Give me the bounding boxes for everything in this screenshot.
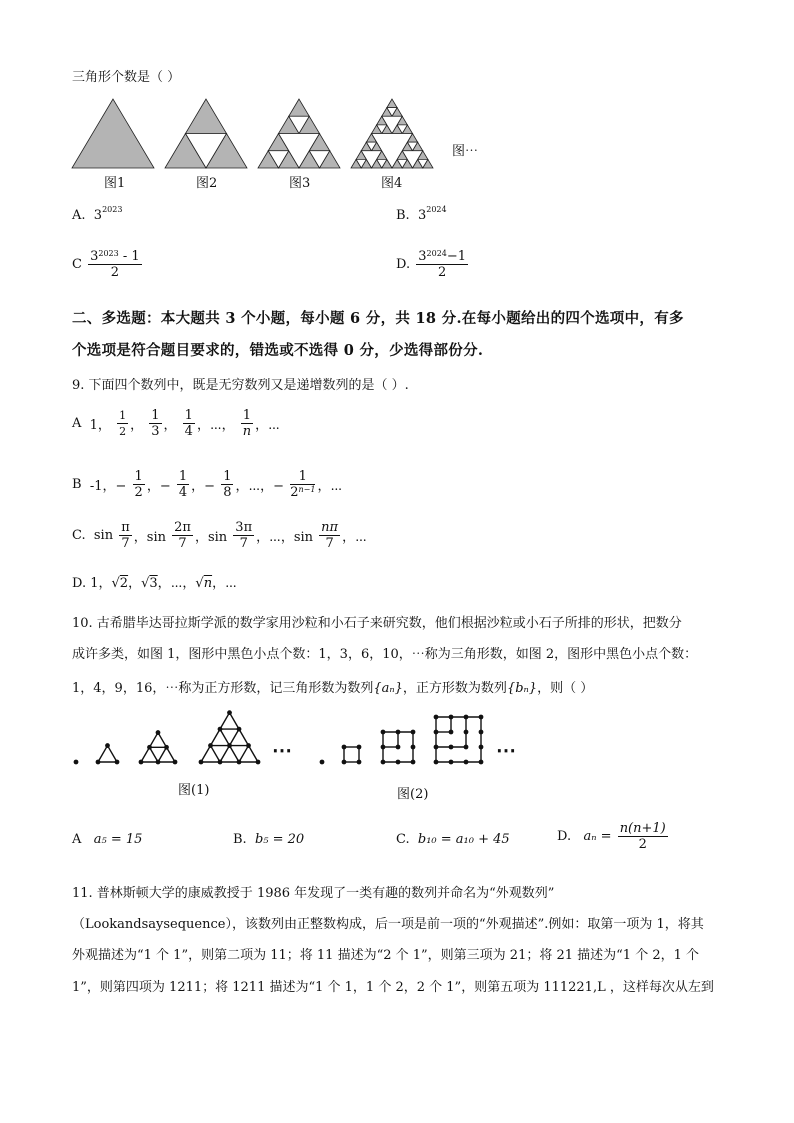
- option-label: D.: [396, 257, 411, 272]
- connector-line: [239, 746, 249, 762]
- fig1-caption: 图(1): [178, 783, 210, 798]
- sierpinski-figure-1: [72, 99, 154, 168]
- pebble-dot: [218, 760, 223, 765]
- triangular-number-figure: [74, 710, 261, 764]
- pebble-dot: [411, 745, 416, 750]
- q8-caption-3: 图3: [289, 176, 311, 191]
- pebble-dot: [357, 760, 362, 765]
- pebble-dot: [320, 760, 325, 765]
- section-heading-line2: 个选项是符合题目要求的，错选或不选得 0 分，少选得部份分.: [72, 342, 484, 359]
- sierpinski-figures: [0, 0, 794, 200]
- q8-option-b[interactable]: [396, 205, 447, 223]
- pebble-dot: [96, 760, 101, 765]
- q10-option-d[interactable]: D. aₙ = $\frac{n(n+1)}{2}$: [557, 821, 666, 852]
- q10-line2: 成许多类，如图 1，图形中黑色小点个数：1，3，6，10，⋯称为三角形数，如图 2，图形中黑色小点个数：: [72, 647, 698, 662]
- pebble-dot: [464, 745, 469, 750]
- pebble-dot: [139, 760, 144, 765]
- pebble-dot: [411, 760, 416, 765]
- q11-line1: 11. 普林斯顿大学的康威教授于 1986 年发现了一类有趣的数列并命名为“外观数列”: [72, 886, 555, 901]
- pebble-dot: [434, 715, 439, 720]
- q8-caption-more: 图⋯: [452, 144, 479, 159]
- sierpinski-triangles: [72, 99, 433, 168]
- pebble-dot: [105, 743, 110, 748]
- option-base: 3: [417, 208, 427, 223]
- pebble-dot: [156, 760, 161, 765]
- q9-option-b[interactable]: B -1，− $\frac{1}{2}$ ，− $\frac{1}{4}$ ，− $\frac{1}{8}$ ，⋯，− $\frac{1}{2^{n-1}}$ ，⋯: [72, 469, 343, 500]
- shaded-triangle: [186, 99, 227, 134]
- option-base: 3: [93, 208, 103, 223]
- q9-option-d[interactable]: D. 1，√2，√3，⋯，√n，⋯: [72, 576, 237, 591]
- pebble-dot: [227, 710, 232, 715]
- pebble-dot: [396, 730, 401, 735]
- q8-caption-2: 图2: [196, 176, 218, 191]
- pebble-dot: [208, 743, 213, 748]
- fraction: $\frac{3^{2024}-1}{2}$: [418, 249, 467, 280]
- fraction: $\frac{3^{2023} - 1}{2}$: [90, 249, 140, 280]
- pebble-dot: [464, 715, 469, 720]
- q11-line3: 外观描述为“1 个 1”，则第二项为 11；将 11 描述为“2 个 1”，则第三项为 21；将 21 描述为“1 个 2，1 个: [72, 948, 700, 963]
- pebble-dot: [449, 730, 454, 735]
- pebble-dot: [173, 760, 178, 765]
- pebble-dot: [115, 760, 120, 765]
- pebble-dot: [449, 760, 454, 765]
- option-label: B.: [396, 208, 410, 223]
- option-label: A.: [72, 208, 86, 223]
- q8-stem-tail: 三角形个数是（ ）: [72, 70, 181, 85]
- pebble-dot: [342, 760, 347, 765]
- pebble-dot: [156, 730, 161, 735]
- pebble-dot: [434, 760, 439, 765]
- pebble-dot: [464, 730, 469, 735]
- pebble-dot: [218, 727, 223, 732]
- pebble-dot: [411, 730, 416, 735]
- pebble-dot: [164, 745, 169, 750]
- pebble-dot: [342, 745, 347, 750]
- pebble-dot: [256, 760, 261, 765]
- q10-line3: 1，4，9，16，⋯称为正方形数，记三角形数为数列{aₙ}，正方形数为数列{bₙ}，则（ ）: [72, 681, 594, 696]
- figurate-dots: [0, 700, 794, 780]
- q11-line4: 1”，则第四项为 1211；将 1211 描述为“1 个 1，1 个 2，2 个 1”，则第五项为 111221,L ，这样每次从左到: [72, 980, 714, 995]
- option-label: C: [72, 257, 82, 272]
- q9-stem: 9. 下面四个数列中，既是无穷数列又是递增数列的是（ ）.: [72, 378, 409, 393]
- shaded-triangle: [72, 99, 154, 168]
- pebble-dot: [479, 745, 484, 750]
- pebble-dot: [74, 760, 79, 765]
- pebble-dot: [357, 745, 362, 750]
- q10-option-c[interactable]: C. b₁₀ = a₁₀ + 45: [396, 832, 510, 847]
- option-exponent: 2023: [102, 205, 123, 214]
- pebble-dot: [479, 715, 484, 720]
- fig2-ellipsis: ⋯: [496, 738, 516, 762]
- pebble-dot: [464, 760, 469, 765]
- q8-caption-4: 图4: [381, 176, 403, 191]
- pebble-dot: [381, 760, 386, 765]
- q9-option-c[interactable]: C. sin $\frac{\pi}{7}$ ，sin $\frac{2\pi}{7}$ ，sin $\frac{3\pi}{7}$ ，⋯，sin $\frac{n\pi}{7}$ ，⋯: [72, 520, 367, 551]
- pebble-dot: [479, 760, 484, 765]
- pebble-dot: [396, 760, 401, 765]
- pebble-dot: [449, 715, 454, 720]
- q8-caption-1: 图1: [104, 176, 126, 191]
- section-heading-line1: 二、多选题：本大题共 3 个小题，每小题 6 分，共 18 分.在每小题给出的四个选项中，有多: [72, 310, 684, 327]
- shaded-triangle: [387, 99, 397, 108]
- pebble-dot: [381, 730, 386, 735]
- connector-line: [108, 746, 118, 762]
- q8-option-c[interactable]: [72, 249, 144, 280]
- q9-option-a[interactable]: A 1， $\frac{1}{2}$ ， $\frac{1}{3}$ ， $\frac{1}{4}$ ，⋯， $\frac{1}{n}$ ，⋯: [72, 408, 280, 439]
- pebble-dot: [199, 760, 204, 765]
- fig1-ellipsis: ⋯: [272, 738, 292, 762]
- connector-line: [158, 747, 167, 762]
- pebble-dot: [434, 730, 439, 735]
- q10-line1: 10. 古希腊毕达哥拉斯学派的数学家用沙粒和小石子来研究数，他们根据沙粒或小石子所排的形状，把数分: [72, 616, 682, 631]
- q10-option-a[interactable]: A a₅ = 15: [72, 832, 143, 847]
- q11-line2: （Lookandsaysequence），该数列由正整数构成，后一项是前一项的“外观描述”.例如：取第一项为 1，将其: [72, 917, 704, 932]
- pebble-dot: [227, 743, 232, 748]
- pebble-dot: [381, 745, 386, 750]
- connector-line: [211, 746, 221, 762]
- shaded-triangle: [289, 99, 310, 116]
- q8-option-d[interactable]: [396, 249, 470, 280]
- square-number-figure: [320, 715, 484, 765]
- pebble-dot: [396, 745, 401, 750]
- q10-option-b[interactable]: B. b₅ = 20: [233, 832, 305, 847]
- fig2-caption: 图(2): [397, 787, 429, 802]
- pebble-dot: [449, 745, 454, 750]
- sierpinski-figure-3: [258, 99, 340, 168]
- sierpinski-figure-4: [351, 99, 433, 168]
- connector-line: [98, 746, 108, 762]
- q8-option-a[interactable]: [72, 205, 123, 223]
- pebble-dot: [237, 760, 242, 765]
- option-exponent: 2024: [426, 205, 447, 214]
- pebble-dot: [479, 730, 484, 735]
- sierpinski-figure-2: [165, 99, 247, 168]
- pebble-dot: [147, 745, 152, 750]
- connector-line: [150, 747, 159, 762]
- pebble-dot: [246, 743, 251, 748]
- pebble-dot: [434, 745, 439, 750]
- pebble-dot: [237, 727, 242, 732]
